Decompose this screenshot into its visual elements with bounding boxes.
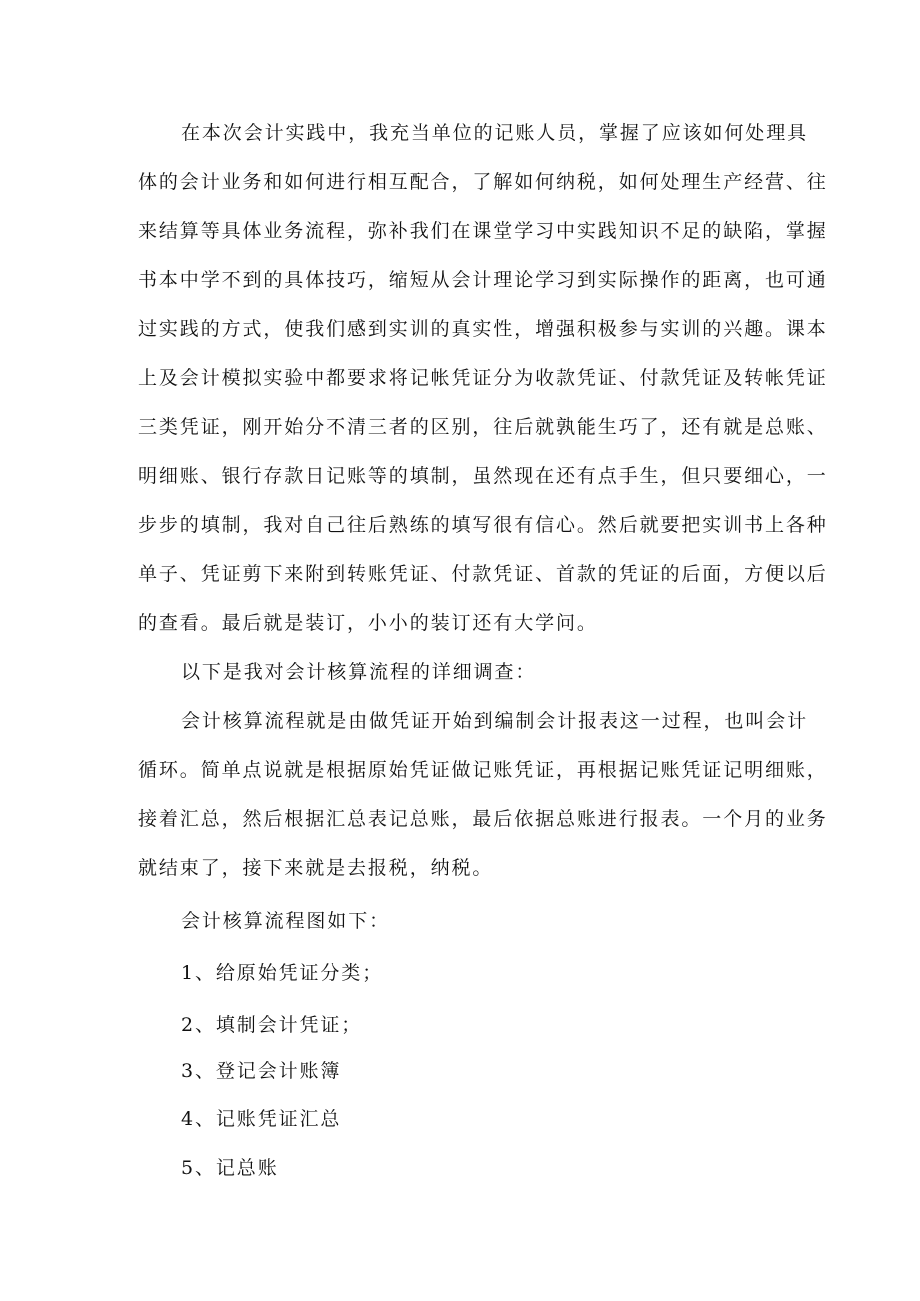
paragraph1-line-1: 在本次会计实践中，我充当单位的记账人员，掌握了应该如何处理具 [181,122,809,144]
flow-step-2: 2、填制会计凭证； [181,1014,363,1036]
flow-heading: 会计核算流程图如下： [181,910,391,932]
paragraph1-line-7: 三类凭证，刚开始分不清三者的区别，往后就孰能生巧了，还有就是总账、 [138,416,828,438]
paragraph2: 以下是我对会计核算流程的详细调查： [181,661,537,683]
paragraph3-line-2: 循环。简单点说就是根据原始凭证做记账凭证，再根据记账凭证记明细账， [138,759,828,781]
flow-step-1: 1、给原始凭证分类； [181,962,384,984]
paragraph1-line-8: 明细账、银行存款日记账等的填制，虽然现在还有点手生，但只要细心，一 [138,465,828,487]
flow-step-3: 3、登记会计账簿 [181,1060,342,1082]
paragraph1-line-11: 的查看。最后就是装订，小小的装订还有大学问。 [138,612,598,634]
paragraph3-line-4: 就结束了，接下来就是去报税，纳税。 [138,857,494,879]
paragraph1-line-3: 来结算等具体业务流程，弥补我们在课堂学习中实践知识不足的缺陷，掌握 [138,220,828,242]
paragraph1-line-9: 步步的填制，我对自己往后熟练的填写很有信心。然后就要把实训书上各种 [138,514,828,536]
flow-step-5: 5、记总账 [181,1157,279,1179]
paragraph1-line-10: 单子、凭证剪下来附到转账凭证、付款凭证、首款的凭证的后面，方便以后 [138,563,828,585]
paragraph1-line-5: 过实践的方式，使我们感到实训的真实性，增强积极参与实训的兴趣。课本 [138,318,828,340]
paragraph1-line-6: 上及会计模拟实验中都要求将记帐凭证分为收款凭证、付款凭证及转帐凭证 [138,367,828,389]
paragraph1-line-4: 书本中学不到的具体技巧，缩短从会计理论学习到实际操作的距离，也可通 [138,269,828,291]
paragraph1-line-2: 体的会计业务和如何进行相互配合，了解如何纳税，如何处理生产经营、往 [138,171,828,193]
paragraph3-line-3: 接着汇总，然后根据汇总表记总账，最后依据总账进行报表。一个月的业务 [138,808,828,830]
paragraph3-line-1: 会计核算流程就是由做凭证开始到编制会计报表这一过程，也叫会计 [181,710,809,732]
flow-step-4: 4、记账凭证汇总 [181,1108,342,1130]
